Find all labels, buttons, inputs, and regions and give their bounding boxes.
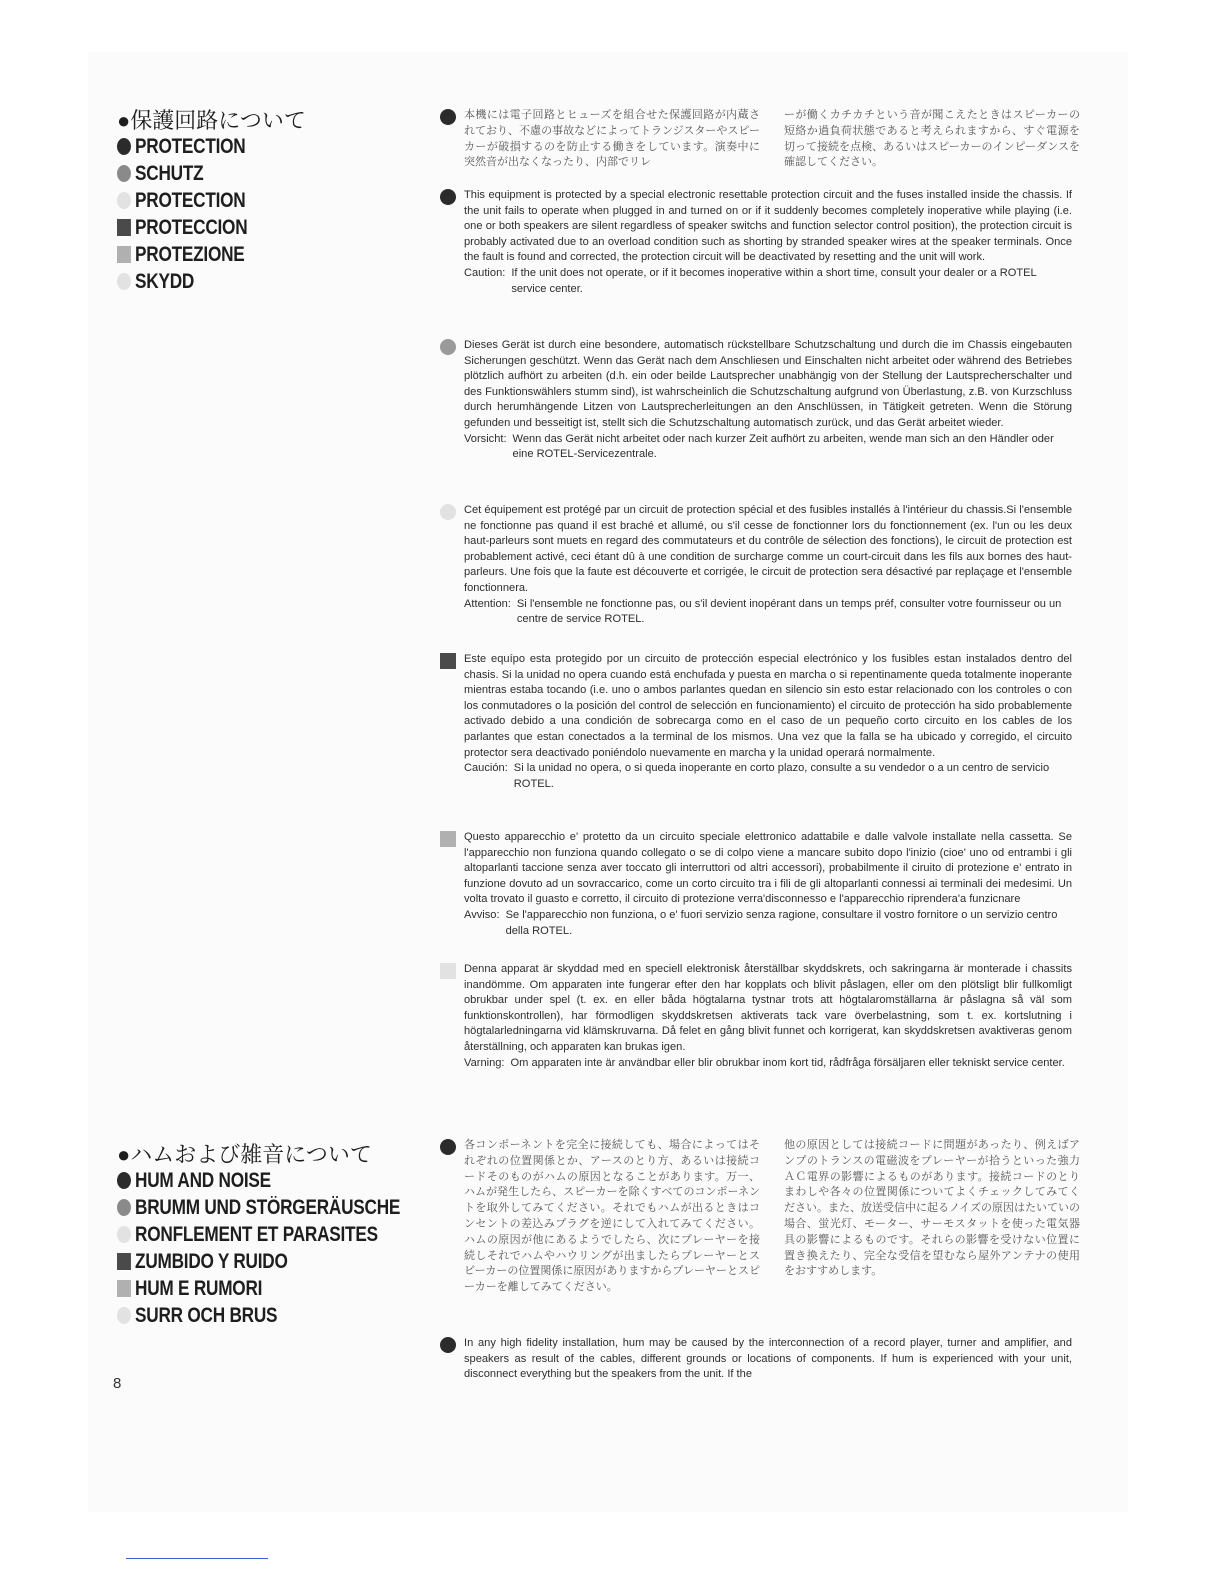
protection-swedish-text: Denna apparat är skyddad med en speciell elektronisk återställbar skyddskrets, och sakringarna är monterade i chassits inandömme. Om apparaten inte fungerar efter den har kopplats och blivit påslagen, eller om den plötsligt blir fullkomligt obrukbar under spel (t. ex. en eller båda högtalarna tystnar trots att högtalaromställarna är påslagna så väl som funktionskontrollen), har förmodligen skyddskretsen aktiverats tack vare överbelastning, som t. ex. kortslutning i högtalarledningarna vid klämskruvarna. Då felet en gång blivit funnet och korrigerat, kan skyddskretsen avaktiveras genom återställning, och apparaten kan brukas igen. [464,963,1072,1053]
light-square-marker [440,831,456,847]
heading-text: ●ハムおよび雑音について [117,1142,372,1167]
caution-text: Wenn das Gerät nicht arbeitet oder nach kurzer Zeit aufhört zu arbeiten, wende man sich an den Händler oder eine ROTEL-Servicezentrale. [512,432,1054,461]
caution-label: Vorsicht: [464,432,507,445]
protection-german-text: Dieses Gerät ist durch eine besondere, automatisch rückstellbare Schutzschaltung und durch die im Chassis eingebauten Sicherungen geschützt. Wenn das Gerät nach dem Anschliesen und Einschalten nicht arbeitet oder während des Betriebes plötzlich aufhört zu arbeiten (d.h. ein oder beilde Lautsprecher unabhängig von der Stellung der Lautsprecherschalter und des Funktionswählers stumm sind), ist wahrscheinlich die Schutzschaltung aufgrund von Überlastung, z.B. von Kurzschluss durch herumhängende Litzen von Lautsprecherleitungen an den Anschlüssen, in Tätigkeit getreten. Wenn die Störung gefunden und besseitigt ist, stellt sich die Schutzschaltung automatisch zurück, und das Gerät arbeitet wieder. [464,339,1072,429]
caution-label: Attention: [464,597,511,610]
protection-spanish-text: Este equípo esta protegido por un circuito de protección especial electrónico y los fusibles estan instalados dentro del chasis. Si la unidad no opera cuando está enchufada y puesta en marcha o si repentinamente queda totalmente inoperante mientras estaba tocando (i.e. uno o ambos parlantes quedan en silencio sin esto estar relacionado con los controles o con los conmutadores o la posición del control de selección en funcionamiento) el circuito de protección ha sido probablemente activado debido a una condición de sobrecarga como en el caso de un pequeño corto circuito en los cables de los parlantes que estan conectados a la terminal de los mismos. Una vez que la falla se ha ubicado y corregido, el circuito protector sera deactivado poniéndolo nuevamente en marcha y la unidad operará normalmente. [464,653,1072,759]
mid-circle-marker [440,339,456,355]
protection-japanese-col1: 本機には電子回路とヒューズを組合せた保護回路が内蔵されており、不慮の事故などによってトランジスターやスピーカーが破損するのを防止する働きをしています。演奏中に突然音が出なくなったり、内部でリレ [464,109,760,169]
heading-marker-icon [117,273,131,290]
caution-text: Si la unidad no opera, o si queda inoperante en corto plazo, consulte a su vendedor o a un centro de servicio ROTEL. [513,762,1050,790]
protection-headings [117,106,417,295]
protection-italian-caution [464,908,1072,939]
protection-italian-text: Questo apparecchio e' protetto da un circuito speciale elettronico adattabile e dalle valvole installate nella cassetta. Se l'apparecchio non funziona quando collegato o se di colpo viene a mancare subito dopo l'inizio (cioe' uno od entrambi i gli altoparlanti taccione senza aver toccato gli interruttori od altri accessori), probabilmente il ciruito di protezione e' entrato in funzione dovuto ad un sovraccarico, come un corto circuito tra i fili de gli altoparlanti connessi ai terminali dei medesimi. Un volta trovato il guasto e corretto, il circuito di protezione verra'disconnesso e l'apparecchio riprendera'a funzicnare [464,831,1072,906]
hum-english-block [440,1336,1072,1383]
section-heading [117,1140,417,1167]
heading-text: HUM E RUMORI [135,1276,263,1300]
heading-marker-icon [117,1199,131,1216]
heading-text: ZUMBIDO Y RUIDO [135,1249,288,1273]
caution-label: Varning: [464,1056,505,1069]
protection-japanese-block [440,108,1080,171]
heading-marker-icon [117,1226,131,1243]
heading-marker-icon [117,165,131,182]
heading-text: PROTECTION [135,188,246,212]
hum-japanese-col2: 他の原因としては接続コードに問題があったり、例えばアンプのトランスの電磁波をプレーヤーが拾うといった強力ＡＣ電界の影響によるものがあります。接続コードのとりまわしや各々の位置関係についてよくチェックしてみてください。また、放送受信中に起るノイズの原因はたいていの場合、蛍光灯、モーター、サーモスタットを使った電気器具の影響によるものです。それらの影響を受けない位置に置き換えたり、完全な受信を望むなら屋外アンテナの使用をおすすめします。 [784,1139,1080,1278]
dark-circle-marker [440,109,456,125]
faint-circle-marker [440,504,456,520]
hum-japanese-col1: 各コンポーネントを完全に接続しても、場合によってはそれぞれの位置関係とか、アースのとり方、あるいは接続コードそのものがハムの原因となることがあります。万一、ハムが発生したら、スピーカーを除くすべてのコンポーネントを取外してみてください。それでもハムが出るときはコンセントの差込みプラグを逆にして入れてみてください。ハムの原因が他にあるようでしたら、次にプレーヤーを接続しそれでハムやハウリングが出ましたらプレーヤーとスピーカーの位置関係に原因がありますからプレーヤーとスピーカーを離してみてください。 [464,1139,760,1294]
heading-marker-icon [117,219,131,236]
protection-german-block [440,338,1072,463]
heading-text: PROTEZIONE [135,242,245,266]
section-heading [117,160,363,187]
protection-japanese-col2: ーが働くカチカチという音が聞こえたときはスピーカーの短絡か過負荷状態であると考えられますから、すぐ電源を切って接続を点検、あるいはスピーカーのインピーダンスを確認してください。 [784,109,1080,169]
protection-spanish-block [440,652,1072,792]
heading-text: SURR OCH BRUS [135,1303,278,1327]
section-heading [117,133,363,160]
caution-label: Caución: [464,762,508,775]
heading-marker-icon [117,1172,131,1189]
dark-circle-marker [440,1337,456,1353]
protection-swedish-block [440,962,1072,1071]
page-number: 8 [113,1375,122,1392]
hum-headings [117,1140,417,1329]
protection-french-caution [464,597,1072,628]
section-heading [117,268,363,295]
caution-label: Caution: [464,266,506,279]
caution-label: Avviso: [464,908,500,921]
section-heading [117,1194,401,1221]
heading-text: PROTECTION [135,134,246,158]
protection-english-block [440,188,1072,297]
protection-french-block [440,503,1072,628]
protection-spanish-caution [464,761,1072,792]
heading-marker-icon [117,138,131,155]
hum-japanese-block [440,1138,1080,1296]
heading-marker-icon [117,246,131,263]
section-heading [117,1248,363,1275]
protection-english-text: This equipment is protected by a special electronic resettable protection circuit and the fuses installed inside the chassis. If the unit fails to operate when plugged in and turned on or if it suddenly becomes completely inoperative while playing (i.e. one or both speakers are silent regardless of speaker switchs and function selector control position), the protection circuit is probably activated due to an overload condition such as shorting by stranded speaker wires at the speaker terminals. Once the fault is found and corrected, the protection circuit will be deactivated by resetting and the unit will work. [464,189,1072,264]
protection-swedish-caution [464,1056,1072,1072]
protection-italian-block [440,830,1072,939]
dark-circle-marker [440,1139,456,1155]
caution-text: If the unit does not operate, or if it becomes inoperative within a short time, consult your dealer or a ROTEL service center. [511,266,1037,295]
section-heading [117,1275,363,1302]
caution-text: Si l'ensemble ne fonctionne pas, ou s'il devient inopérant dans un temps préf, consulter votre fournisseur ou un centre de service ROTEL. [516,597,1062,626]
heading-text: RONFLEMENT ET PARASITES [135,1222,378,1246]
heading-marker-icon [117,1253,131,1270]
section-heading [117,241,363,268]
protection-french-text: Cet équipement est protégé par un circuit de protection spécial et des fusibles installés à l'intérieur du chassis.Si l'ensemble ne fonctionne pas quand il est braché et allumé, ou s'il cesse de fonctionner lors du fonctionnement (ex. l'un ou les deux haut-parleurs sont muets en regard des commutateurs et du contrôle de sélection des fonctions), le circuit de protection est probablement activé, ceci étant dû à une condition de surcharge comme un court-circuit dans les fils aux bornes des haut-parleurs. Une fois que la faute est découverte et corrigée, le circuit de protection sera désactivé par replaçage et l'ensemble fonctionnera. [464,504,1072,594]
caution-text: Om apparaten inte är användbar eller blir obrukbar inom kort tid, rådfråga försäljaren eller tekniskt service center. [510,1056,1065,1069]
section-heading [117,187,363,214]
dark-square-marker [440,653,456,669]
footer-rule [126,1558,268,1559]
heading-text: BRUMM UND STÖRGERÄUSCHE [135,1195,401,1219]
protection-german-caution [464,432,1072,463]
section-heading [117,106,417,133]
section-heading [117,214,363,241]
heading-text: ●保護回路について [117,108,306,133]
protection-english-caution [464,266,1072,297]
heading-marker-icon [117,1280,131,1297]
heading-marker-icon [117,192,131,209]
heading-text: SKYDD [135,269,195,293]
heading-marker-icon [117,1307,131,1324]
faint-square-marker [440,963,456,979]
section-heading [117,1302,363,1329]
section-heading [117,1167,363,1194]
section-heading [117,1221,378,1248]
heading-text: SCHUTZ [135,161,204,185]
dark-circle-marker [440,189,456,205]
heading-text: HUM AND NOISE [135,1168,271,1192]
heading-text: PROTECCION [135,215,248,239]
caution-text: Se l'apparecchio non funziona, o e' fuori servizio senza ragione, consultare il vostro fornitore o un servizio centro della ROTEL. [505,908,1058,937]
hum-english-text: In any high fidelity installation, hum may be caused by the interconnection of a record player, turner and amplifier, and speakers as result of the cables, different grounds or locations of components. If hum is experienced with your unit, disconnect everything but the speakers from the unit. If the [464,1337,1072,1381]
